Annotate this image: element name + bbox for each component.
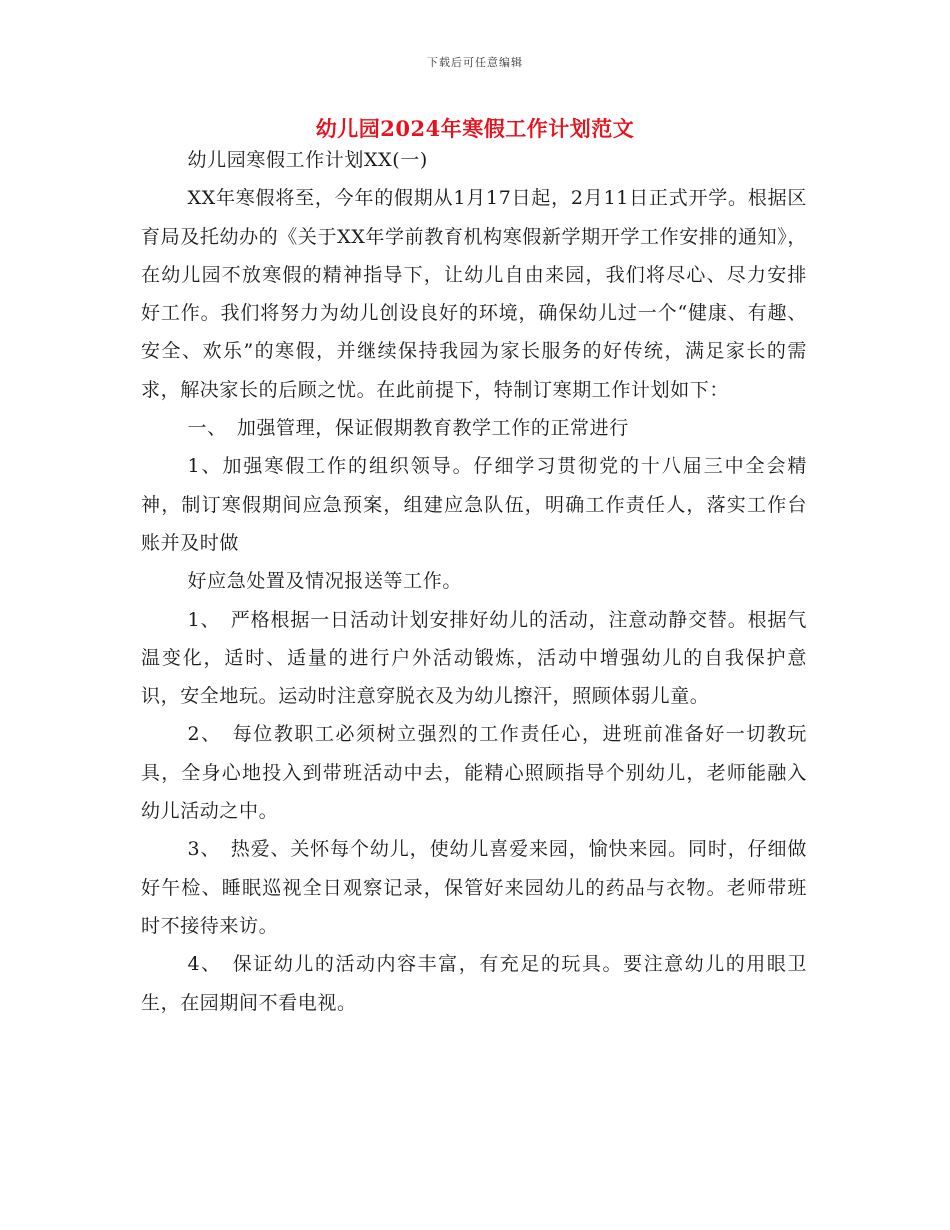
body-paragraph: 好应急处置及情况报送等工作。 xyxy=(187,570,462,593)
document-title: 幼儿园2024年寒假工作计划范文 xyxy=(315,116,635,141)
subtitle-paragraph: 幼儿园寒假工作计划XX(一) xyxy=(187,149,428,171)
body-paragraph: 1、 严格根据一日活动计划安排好幼儿的活动，注意动静交替。根据气温变化，适时、适量的进行户外活动锻炼，活动中增强幼儿的自我保护意识，安全地玩。运动时注意穿脱衣及为幼儿擦汗，照顾体弱儿童。 xyxy=(141,608,807,708)
intro-paragraph: XX年寒假将至，今年的假期从1月17日起，2月11日正式开学。根据区育局及托幼办的《关于XX年学前教育机构寒假新学期开学工作安排的通知》，在幼儿园不放寒假的精神指导下，让幼儿自由来园，我们将尽心、尽力安排好工作。我们将努力为幼儿创设良好的环境，确保幼儿过一个“健康、有趣、安全、欢乐”的寒假，并继续保持我园为家长服务的好传统，满足家长的需求，解决家长的后顾之忧。在此前提下，特制订寒期工作计划如下： xyxy=(141,187,807,401)
body-paragraph: 4、 保证幼儿的活动内容丰富，有充足的玩具。要注意幼儿的用眼卫生，在园期间不看电视。 xyxy=(141,953,807,1014)
body-paragraph: 1、加强寒假工作的组织领导。仔细学习贯彻党的十八届三中全会精神，制订寒假期间应急预案，组建应急队伍，明确工作责任人，落实工作台账并及时做 xyxy=(141,455,807,554)
section-heading: 一、 加强管理，保证假期教育教学工作的正常进行 xyxy=(187,417,629,440)
body-paragraph: 2、 每位教职工必须树立强烈的工作责任心，进班前准备好一切教玩具，全身心地投入到带班活动中去，能精心照顾指导个别幼儿，老师能融入幼儿活动之中。 xyxy=(141,723,807,823)
page-header: 下载后可任意编辑 xyxy=(427,56,523,69)
body-paragraph: 3、 热爱、关怀每个幼儿，使幼儿喜爱来园，愉快来园。同时，仔细做好午检、睡眠巡视全日观察记录，保管好来园幼儿的药品与衣物。老师带班时不接待来访。 xyxy=(141,838,807,937)
document-body xyxy=(141,141,807,1022)
